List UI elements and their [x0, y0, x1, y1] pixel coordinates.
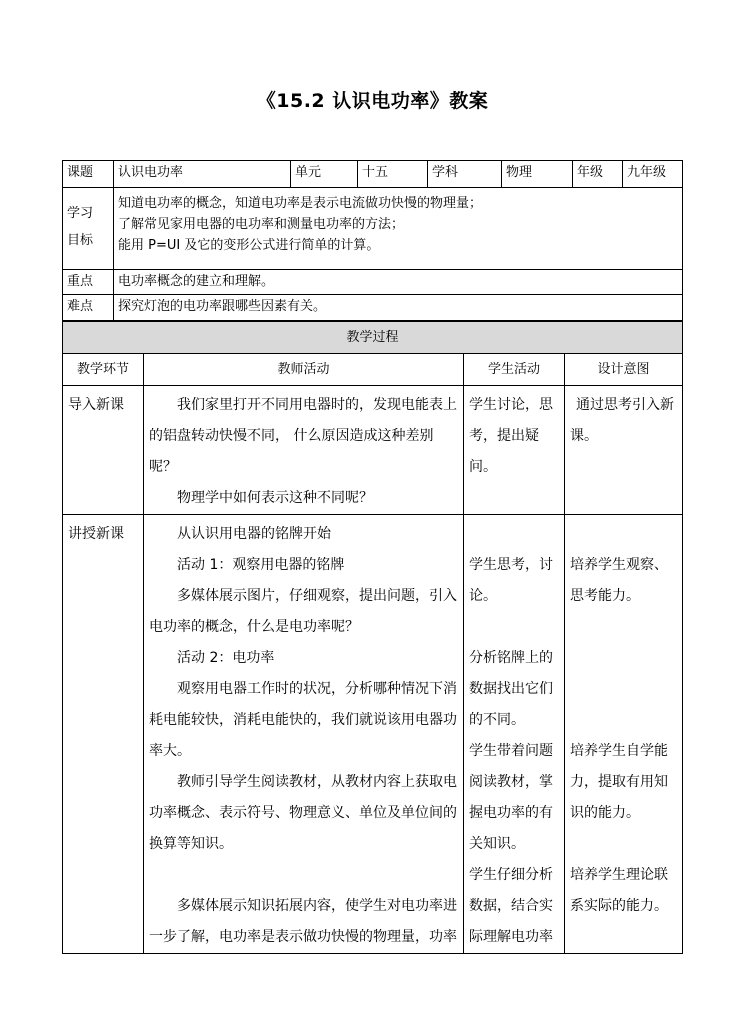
intent-paragraph: 培养学生观察、思考能力。 — [570, 557, 668, 604]
goal-line: 能用 P=UI 及它的变形公式进行简单的计算。 — [118, 238, 380, 253]
teacher-paragraph: 观察用电器工作时的状况，分析哪种情况下消耗电能较快，消耗电能快的，我们就说该用电器功率大。 — [149, 681, 457, 759]
intent-paragraph: 培养学生自学能力，提取有用知识的能力。 — [570, 743, 668, 821]
grade-value: 九年级 — [623, 161, 683, 188]
teacher-paragraph: 物理学中如何表示这种不同呢？ — [177, 490, 373, 506]
header-intent: 设计意图 — [565, 354, 683, 386]
teacher-paragraph: 多媒体展示知识拓展内容，使学生对电功率进一步了解，电功率是表示做功快慢的物理量，功率 — [149, 898, 457, 945]
student-paragraph: 学生仔细分析数据，结合实际理解电功率 — [469, 867, 553, 945]
intent-paragraph: 培养学生理论联系实际的能力。 — [570, 867, 668, 914]
unit-label: 单元 — [291, 161, 358, 188]
lesson-info-table — [62, 160, 683, 321]
intro-student: 学生讨论，思考，提出疑问。 — [464, 386, 565, 515]
document-title: 《15.2 认识电功率》教案 — [256, 90, 489, 112]
goals-label-line1: 学习 — [67, 206, 94, 221]
teaching-process-table — [62, 321, 683, 954]
intro-intent: 通过思考引入新课。 — [565, 386, 683, 515]
student-paragraph: 学生带着问题阅读教材，掌握电功率的有关知识。 — [469, 743, 553, 852]
teacher-paragraph: 多媒体展示图片，仔细观察，提出问题，引入电功率的概念，什么是电功率呢？ — [149, 588, 457, 635]
subject-label: 学科 — [428, 161, 502, 188]
course-value: 认识电功率 — [114, 161, 291, 188]
header-stage: 教学环节 — [63, 354, 144, 386]
teacher-paragraph: 教师引导学生阅读教材，从教材内容上获取电功率概念、表示符号、物理意义、单位及单位间的换算等知识。 — [149, 774, 457, 852]
difficulty-value: 探究灯泡的电功率跟哪些因素有关。 — [114, 295, 683, 321]
goal-line: 知道电功率的概念，知道电功率是表示电流做功快慢的物理量； — [118, 196, 483, 211]
student-paragraph: 分析铭牌上的数据找出它们的不同。 — [469, 650, 553, 728]
course-label: 课题 — [63, 161, 114, 188]
process-title: 教学过程 — [63, 322, 683, 354]
key-point-value: 电功率概念的建立和理解。 — [114, 270, 683, 295]
lecture-teacher — [144, 515, 464, 954]
goals-content — [114, 188, 683, 270]
key-point-label: 重点 — [63, 270, 114, 295]
header-teacher: 教师活动 — [144, 354, 464, 386]
lecture-intent — [565, 515, 683, 954]
unit-value: 十五 — [358, 161, 428, 188]
grade-label: 年级 — [573, 161, 623, 188]
subject-value: 物理 — [502, 161, 573, 188]
intro-teacher — [144, 386, 464, 515]
student-paragraph: 学生思考，讨论。 — [469, 557, 553, 604]
lecture-student — [464, 515, 565, 954]
teacher-paragraph: 活动 1：观察用电器的铭牌 — [177, 557, 345, 573]
teacher-paragraph: 我们家里打开不同用电器时的，发现电能表上的铝盘转动快慢不同， 什么原因造成这种差别呢？ — [149, 397, 457, 475]
teacher-paragraph: 从认识用电器的铭牌开始 — [177, 526, 331, 542]
header-student: 学生活动 — [464, 354, 565, 386]
lecture-stage: 讲授新课 — [63, 515, 144, 954]
goal-line: 了解常见家用电器的电功率和测量电功率的方法； — [118, 217, 405, 232]
goals-label-line2: 目标 — [67, 233, 94, 248]
goals-label — [63, 188, 114, 270]
difficulty-label: 难点 — [63, 295, 114, 321]
teacher-paragraph: 活动 2：电功率 — [177, 650, 275, 666]
intro-stage: 导入新课 — [63, 386, 144, 515]
